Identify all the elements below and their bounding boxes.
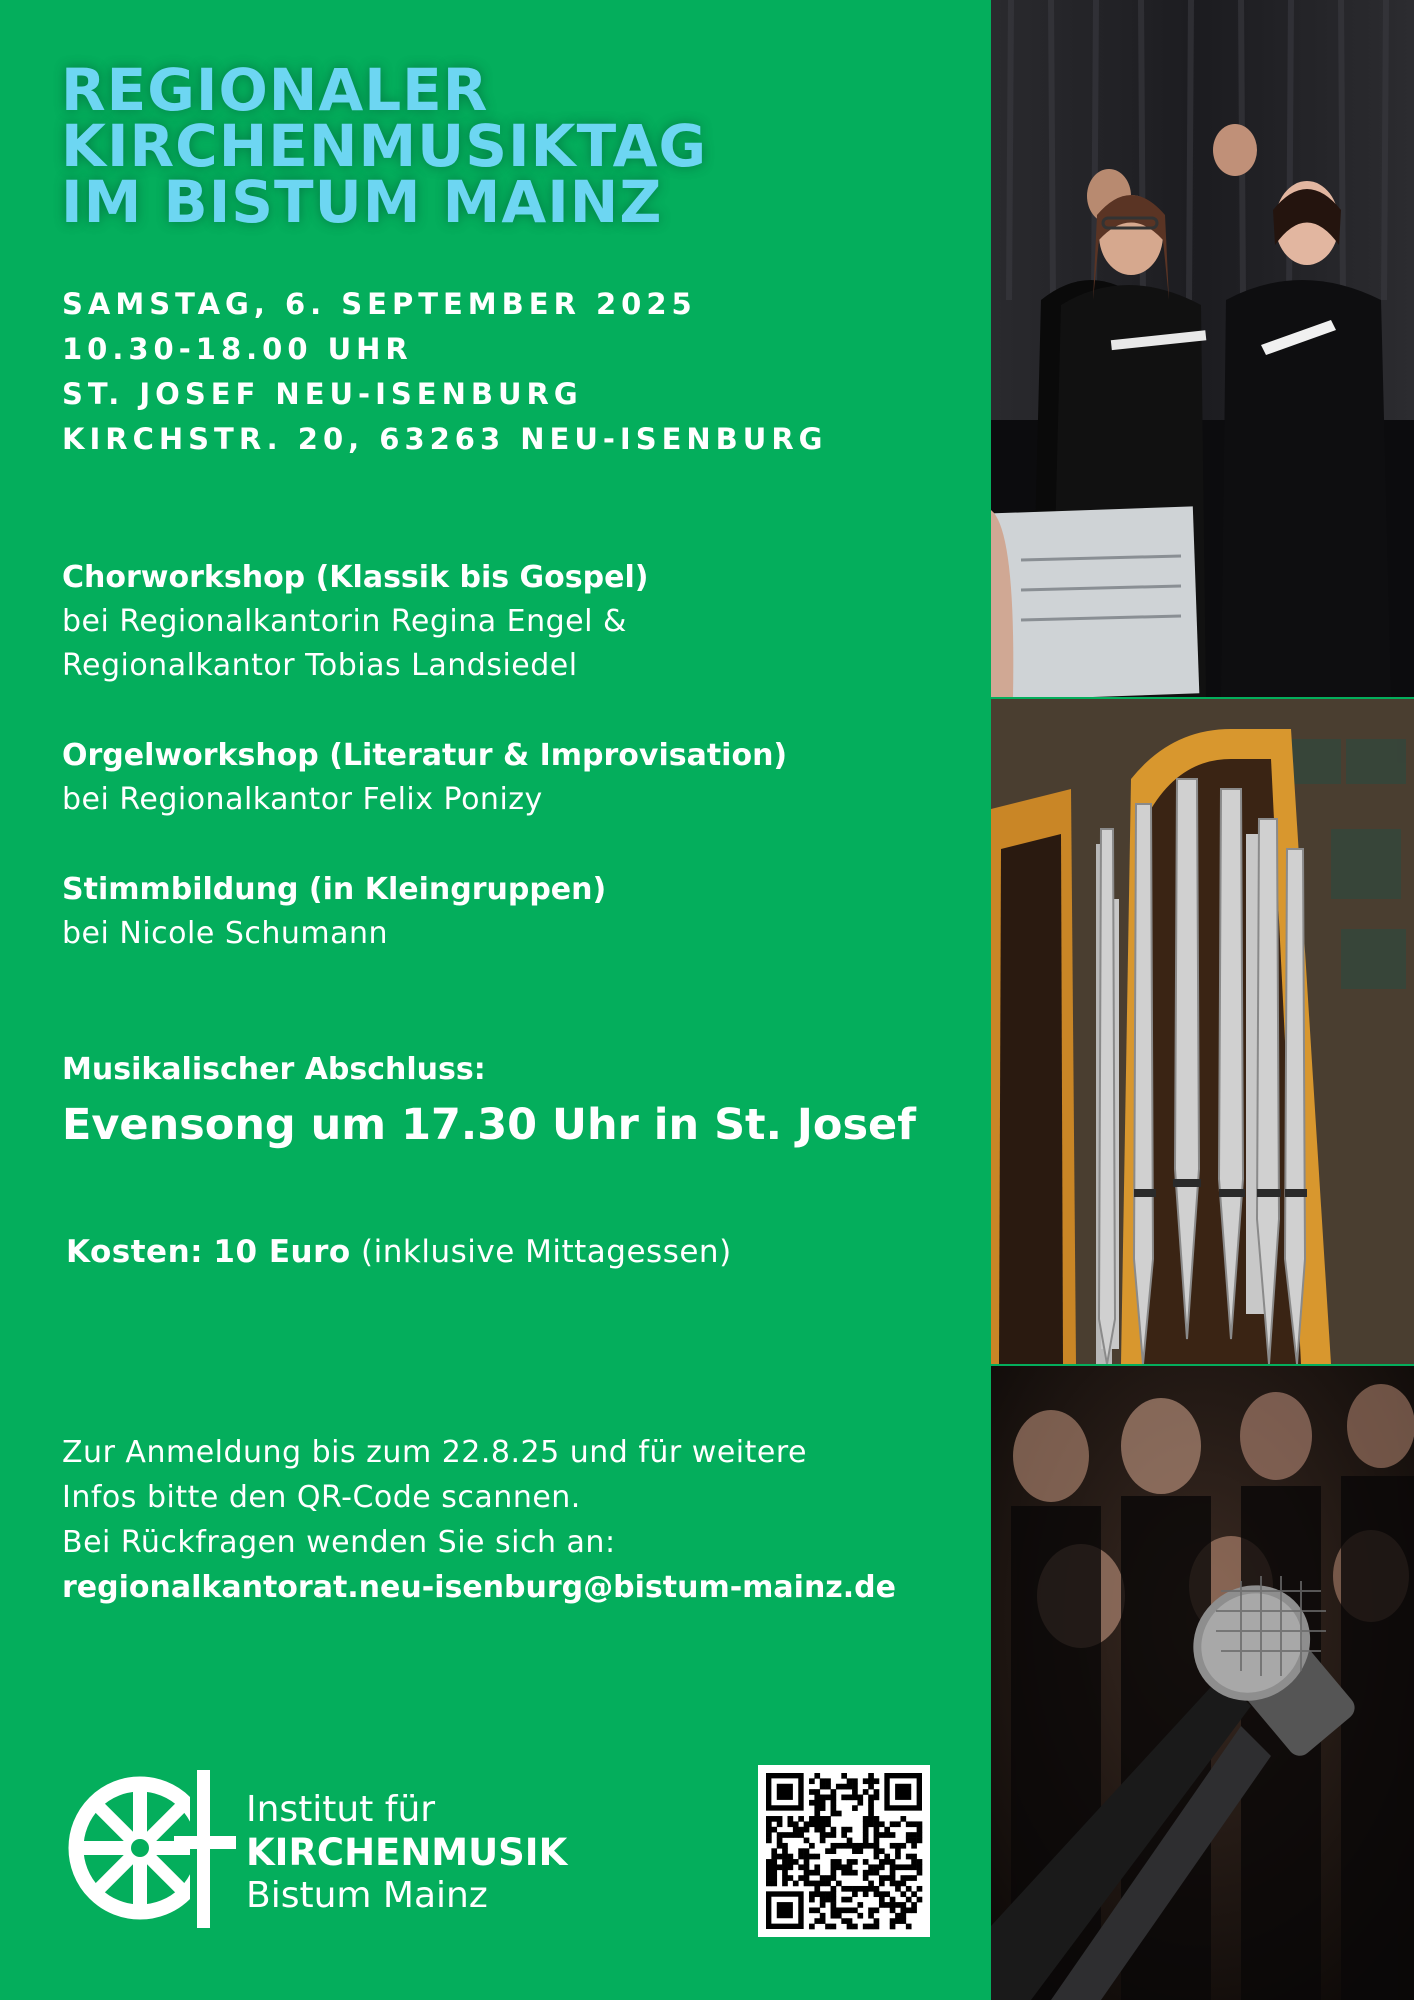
- contact-email-link[interactable]: regionalkantorat.neu-isenburg@bistum-mainz.de: [62, 1570, 896, 1605]
- closing-label: Musikalischer Abschluss:: [62, 1052, 486, 1087]
- logo-line-3: Bistum Mainz: [246, 1875, 488, 1916]
- contact-line-1: Zur Anmeldung bis zum 22.8.25 und für weitere: [62, 1435, 807, 1470]
- workshop-title: Chorworkshop (Klassik bis Gospel): [62, 560, 649, 595]
- event-date: SAMSTAG, 6. SEPTEMBER 2025: [62, 287, 697, 321]
- workshop-title: Stimmbildung (in Kleingruppen): [62, 872, 607, 907]
- costs-line: [66, 1234, 732, 1270]
- photo-column: [991, 0, 1414, 2000]
- workshop-leader: bei Nicole Schumann: [62, 916, 389, 951]
- workshop-organ: [62, 734, 787, 822]
- event-address: KIRCHSTR. 20, 63263 NEU-ISENBURG: [62, 422, 828, 456]
- institute-logo-icon: [62, 1764, 242, 1934]
- qr-code[interactable]: [758, 1765, 930, 1937]
- microphone-choir-photo: [991, 1366, 1414, 2000]
- institute-logo-text: [246, 1788, 567, 1917]
- costs-amount: 10 Euro: [213, 1234, 351, 1270]
- choir-singers-photo: [991, 0, 1414, 697]
- costs-label: Kosten:: [66, 1234, 204, 1270]
- contact-line-3: Bei Rückfragen wenden Sie sich an:: [62, 1525, 616, 1560]
- title-line-1: REGIONALER: [61, 56, 489, 124]
- closing-evensong: Evensong um 17.30 Uhr in St. Josef: [62, 1100, 916, 1150]
- contact-info: [62, 1430, 896, 1610]
- workshop-title: Orgelworkshop (Literatur & Improvisation): [62, 738, 788, 773]
- logo-line-2: KIRCHENMUSIK: [246, 1831, 568, 1874]
- logo-line-1: Institut für: [246, 1789, 436, 1830]
- workshop-leader: Regionalkantor Tobias Landsiedel: [62, 648, 578, 683]
- event-venue: ST. JOSEF NEU-ISENBURG: [62, 377, 583, 411]
- organ-pipes-photo: [991, 699, 1414, 1364]
- contact-line-2: Infos bitte den QR-Code scannen.: [62, 1480, 581, 1515]
- workshop-leader: bei Regionalkantor Felix Ponizy: [62, 782, 543, 817]
- workshop-voice: [62, 868, 606, 956]
- title-line-2: KIRCHENMUSIKTAG: [61, 112, 708, 180]
- title-line-3: IM BISTUM MAINZ: [61, 168, 663, 236]
- poster-title: [61, 56, 708, 236]
- event-time: 10.30-18.00 UHR: [62, 332, 413, 366]
- event-details: [62, 282, 827, 462]
- workshop-choir: [62, 556, 648, 688]
- costs-note: (inklusive Mittagessen): [361, 1234, 732, 1270]
- workshop-leader: bei Regionalkantorin Regina Engel &: [62, 604, 627, 639]
